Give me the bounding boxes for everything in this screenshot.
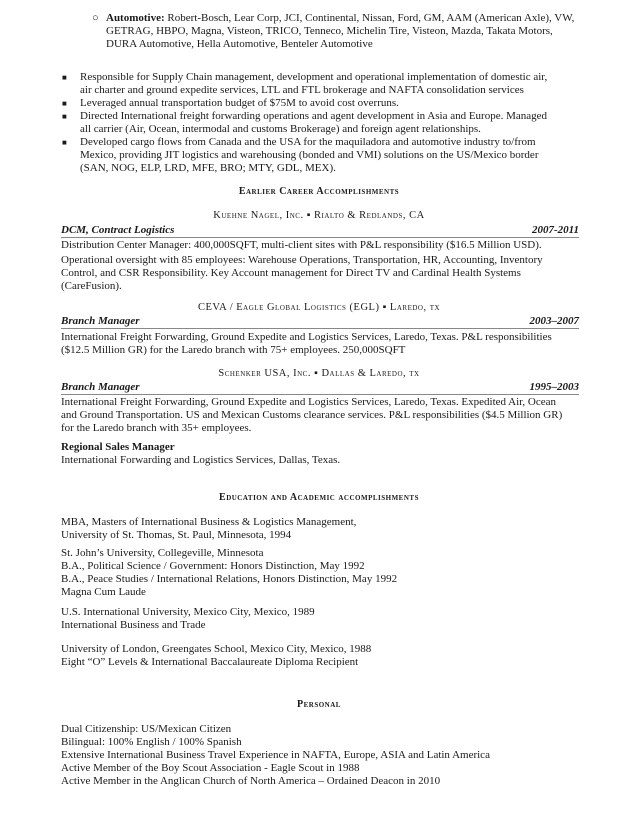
company-kuehne-nagel: Kuehne Nagel, Inc. ▪ Rialto & Redlands, CA <box>213 210 425 221</box>
job-line: Control, and CSR Responsibility. Key Account management for Direct TV and Cardinal Health Systems <box>61 267 521 279</box>
education-line: MBA, Masters of International Business & Logistics Management, <box>61 516 357 528</box>
role-dates: 2003–2007 <box>529 315 579 327</box>
square-bullet-icon: ■ <box>62 73 67 82</box>
job-description <box>61 239 579 252</box>
personal-line: Active Member of the Boy Scout Association - Eagle Scout in 1988 <box>61 762 360 774</box>
personal-block <box>61 723 579 788</box>
square-bullet-icon: ■ <box>62 112 67 121</box>
education-block <box>61 547 579 599</box>
regional-text: International Forwarding and Logistics Services, Dallas, Texas. <box>61 454 341 466</box>
bullet-line: (SAN, NOG, ELP, LRD, MFE, BRO; MTY, GDL, MEX). <box>80 162 336 174</box>
square-bullet-icon: ■ <box>62 99 67 108</box>
role-dates: 1995–2003 <box>529 381 579 393</box>
bullet-line: Developed cargo flows from Canada and the USA for the maquiladora and automotive industry to/from <box>80 136 536 148</box>
bullet-line: Mexico, providing JIT logistics and warehousing (bonded and VMI) solutions on the US/Mexico border <box>80 149 539 161</box>
role-dates: 2007-2011 <box>531 224 579 236</box>
company-ceva: CEVA / Eagle Global Logistics (EGL) ▪ Laredo, tx <box>197 302 441 313</box>
education-line: University of St. Thomas, St. Paul, Minnesota, 1994 <box>61 529 292 541</box>
bullet-line: air charter and ground expedite services, LTL and FTL brokerage and NAFTA consolidation services <box>80 84 524 96</box>
job-line: Operational oversight with 85 employees: Warehouse Operations, Transportation, HR, Accounting, Inventory <box>61 254 543 266</box>
education-line: B.A., Peace Studies / International Relations, Honors Distinction, May 1992 <box>61 573 398 585</box>
section-heading-education: Education and Academic accomplishments <box>219 492 419 503</box>
education-block <box>61 516 579 542</box>
automotive-label: Automotive: <box>106 12 165 24</box>
job-line: and Ground Transportation. US and Mexican Customs clearance services. P&L responsibilities ($4.5 Million GR) <box>61 409 563 421</box>
circle-bullet-icon: ○ <box>92 12 99 24</box>
education-block <box>61 643 579 669</box>
section-heading-personal: Personal <box>297 699 341 710</box>
automotive-text <box>106 12 581 51</box>
job-line: ($12.5 Million GR) for the Laredo branch with 75+ employees. 250,000SQFT <box>61 344 406 356</box>
job-line: (CareFusion). <box>61 280 122 292</box>
education-line: B.A., Political Science / Government: Honors Distinction, May 1992 <box>61 560 365 572</box>
automotive-line: DURA Automotive, Hella Automotive, Benteler Automotive <box>106 38 373 50</box>
job-line: Distribution Center Manager: 400,000SQFT, multi-client sites with P&L responsibility ($16.5 Million USD). <box>61 239 542 251</box>
automotive-line: Robert-Bosch, Lear Corp, JCI, Continental, Nissan, Ford, GM, AAM (American Axle), VW, <box>167 12 575 24</box>
education-line: St. John’s University, Collegeville, Minnesota <box>61 547 264 559</box>
job-description <box>61 254 579 293</box>
education-block <box>61 606 579 632</box>
regional-title: Regional Sales Manager <box>61 441 175 453</box>
bullet-line: Responsible for Supply Chain management, development and operational implementation of domestic air, <box>80 71 548 83</box>
square-bullet-icon: ■ <box>62 138 67 147</box>
job-description <box>61 331 579 357</box>
job-line: International Freight Forwarding, Ground Expedite and Logistics Services, Laredo, Texas. Expedited Air, Ocean <box>61 396 556 408</box>
education-line: Magna Cum Laude <box>61 586 146 598</box>
section-heading-earlier-career: Earlier Career Accomplishments <box>238 186 400 197</box>
company-schenker: Schenker USA, Inc. ▪ Dallas & Laredo, tx <box>218 368 420 379</box>
bullet-line: Directed International freight forwarding operations and agent development in Asia and Europe. Managed <box>80 110 548 122</box>
regional-sales-block <box>61 441 579 467</box>
role-title: Branch Manager <box>61 315 140 327</box>
education-line: International Business and Trade <box>61 619 206 631</box>
role-bar <box>61 315 579 329</box>
personal-line: Extensive International Business Travel Experience in NAFTA, Europe, ASIA and Latin America <box>61 749 490 761</box>
automotive-line: GETRAG, HBPO, Magna, Visteon, TRICO, Tenneco, Michelin Tire, Visteon, Mazda, Takata Motors, <box>106 25 553 37</box>
role-title: DCM, Contract Logistics <box>61 224 175 236</box>
role-title: Branch Manager <box>61 381 140 393</box>
education-line: U.S. International University, Mexico City, Mexico, 1989 <box>61 606 315 618</box>
role-bar <box>61 381 579 395</box>
automotive-sub-bullet <box>62 12 582 68</box>
job-line: International Freight Forwarding, Ground Expedite and Logistics Services, Laredo, Texas. P&L responsibilities <box>61 331 552 343</box>
education-line: University of London, Greengates School, Mexico City, Mexico, 1988 <box>61 643 372 655</box>
bullet-line: Leveraged annual transportation budget of $75M to avoid cost overruns. <box>80 97 399 109</box>
personal-line: Dual Citizenship: US/Mexican Citizen <box>61 723 232 735</box>
personal-line: Bilingual: 100% English / 100% Spanish <box>61 736 242 748</box>
role-bar <box>61 224 579 238</box>
personal-line: Active Member in the Anglican Church of North America – Ordained Deacon in 2010 <box>61 775 441 787</box>
bullet-line: all carrier (Air, Ocean, intermodal and customs Brokerage) and foreign agent relationships. <box>80 123 481 135</box>
job-description <box>61 396 579 435</box>
education-line: Eight “O” Levels & International Baccalaureate Diploma Recipient <box>61 656 359 668</box>
job-line: for the Laredo branch with 35+ employees. <box>61 422 252 434</box>
